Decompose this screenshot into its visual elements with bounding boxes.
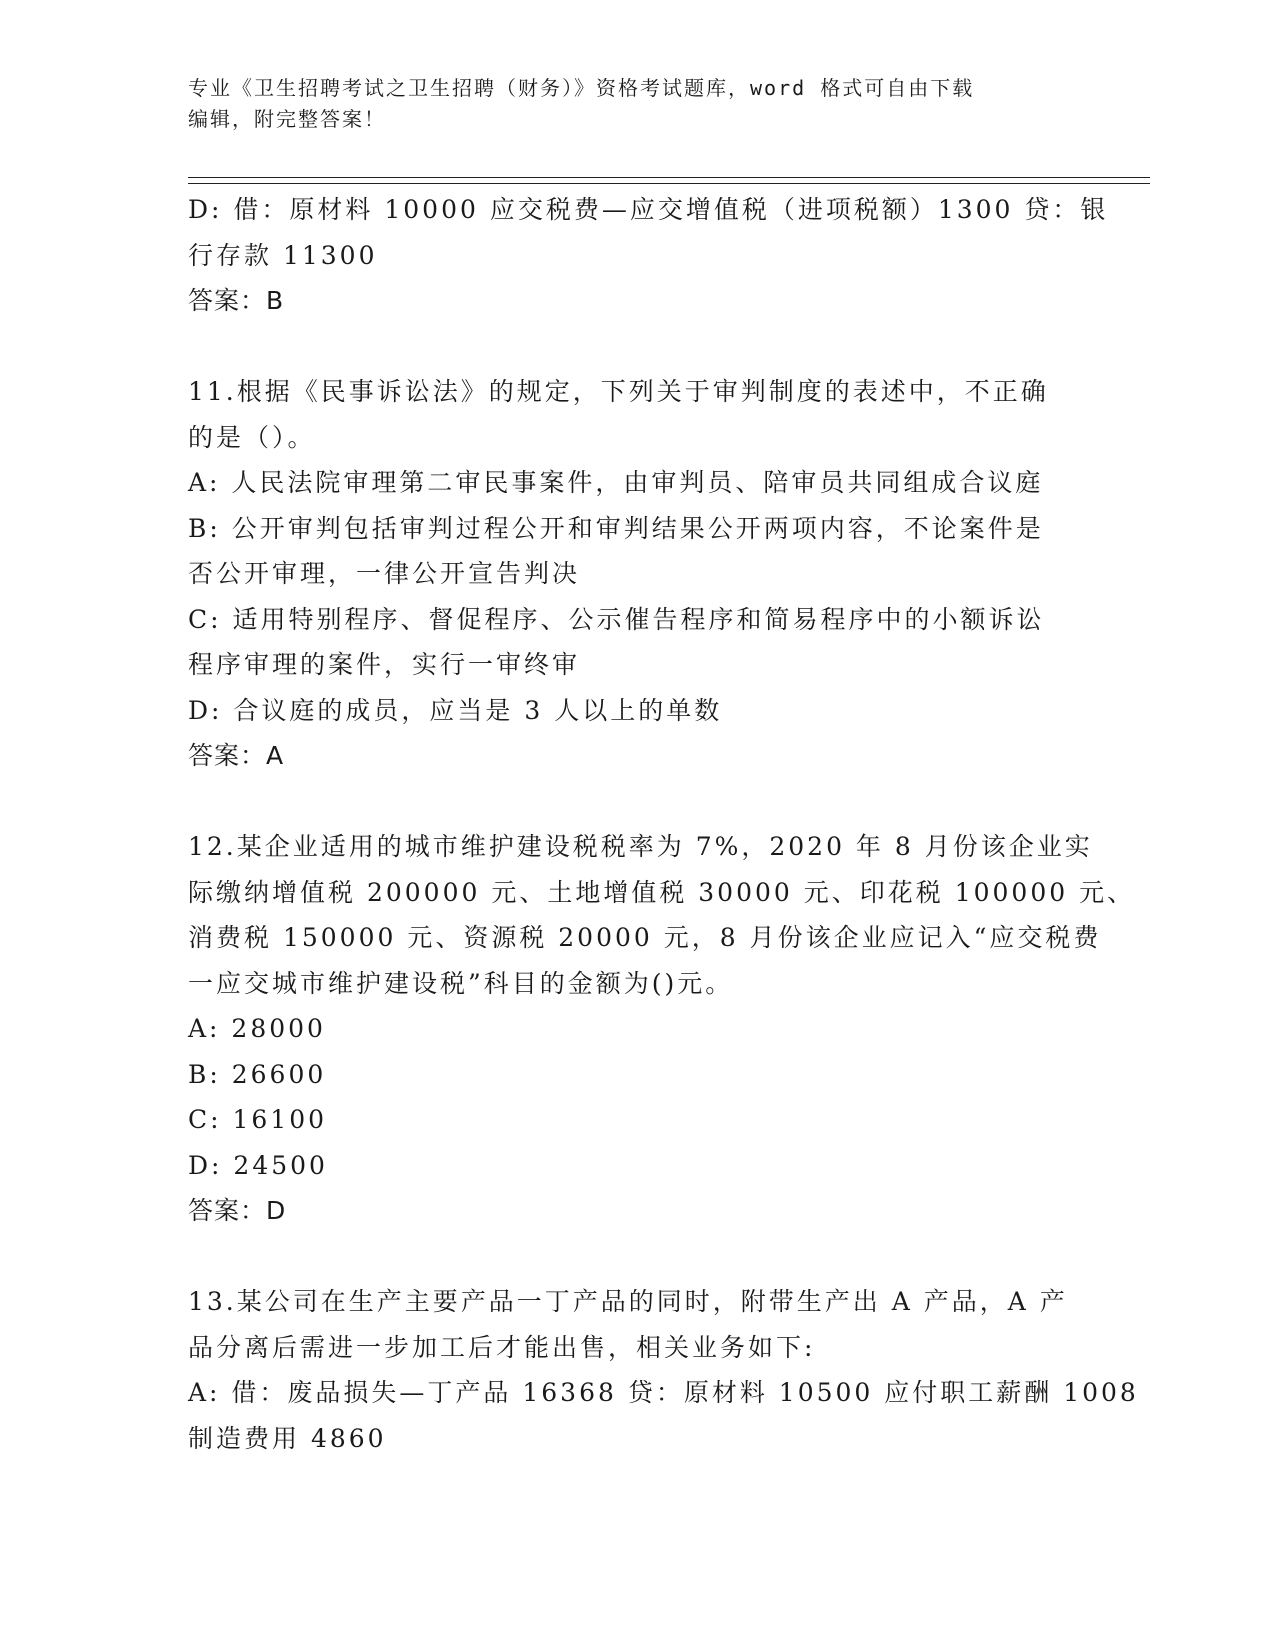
q13-option-a-line-2: 制造费用 4860 — [188, 1423, 387, 1453]
q13-option-a-line-1: A: 借：废品损失—丁产品 16368 贷：原材料 10500 应付职工薪酬 1008 — [188, 1378, 1139, 1407]
q10-option-d-line-1: D: 借：原材料 10000 应交税费—应交增值税（进项税额）1300 贷：银 — [188, 195, 1109, 224]
q12-option-d: D: 24500 — [188, 1150, 328, 1180]
q12-stem-line-4: 一应交城市维护建设税”科目的金额为()元。 — [188, 968, 734, 998]
q11-option-c-line-2: 程序审理的案件，实行一审终审 — [188, 650, 581, 679]
q12-answer: 答案：D — [188, 1196, 287, 1225]
header-line-1: 专业《卫生招聘考试之卫生招聘（财务）》资格考试题库，word 格式可自由下载 — [188, 76, 975, 100]
question-12 — [188, 824, 1136, 1234]
spacer — [188, 779, 1088, 825]
q13-stem-line-2: 品分离后需进一步加工后才能出售，相关业务如下: — [188, 1332, 816, 1362]
q12-option-b: B: 26600 — [188, 1059, 327, 1089]
header-rule-top — [188, 177, 1150, 178]
q11-option-b-line-1: B: 公开审判包括审判过程公开和审判结果公开两项内容，不论案件是 — [188, 513, 1044, 543]
q10-option-d-line-2: 行存款 11300 — [188, 240, 378, 270]
header-line-2: 编辑，附完整答案！ — [188, 107, 386, 131]
question-11 — [188, 369, 1088, 779]
question-10-tail — [188, 187, 1109, 324]
q12-option-a: A: 28000 — [188, 1014, 326, 1043]
q11-stem-line-1: 11.根据《民事诉讼法》的规定，下列关于审判制度的表述中，不正确 — [188, 377, 1049, 406]
q12-stem-line-3: 消费税 150000 元、资源税 20000 元，8 月份该企业应记入“应交税费 — [188, 923, 1102, 952]
spacer — [188, 324, 1088, 370]
header-rule-bottom — [188, 183, 1150, 184]
q10-answer: 答案：B — [188, 286, 285, 315]
q12-option-c: C: 16100 — [188, 1105, 328, 1134]
q11-option-b-line-2: 否公开审理，一律公开宣告判决 — [188, 559, 581, 588]
q11-answer: 答案：A — [188, 741, 285, 770]
q11-option-c-line-1: C: 适用特别程序、督促程序、公示催告程序和简易程序中的小额诉讼 — [188, 604, 1045, 634]
question-content — [188, 187, 1139, 1461]
q11-option-a: A: 人民法院审理第二审民事案件，由审判员、陪审员共同组成合议庭 — [188, 468, 1044, 497]
q12-stem-line-1: 12.某企业适用的城市维护建设税税率为 7%，2020 年 8 月份该企业实 — [188, 832, 1093, 861]
spacer — [188, 1234, 1088, 1280]
question-13 — [188, 1279, 1139, 1461]
q13-stem-line-1: 13.某公司在生产主要产品一丁产品的同时，附带生产出 A 产品，A 产 — [188, 1287, 1068, 1316]
q11-option-d: D: 合议庭的成员，应当是 3 人以上的单数 — [188, 695, 723, 725]
header-note — [188, 73, 1088, 135]
q11-stem-line-2: 的是（）。 — [188, 422, 316, 452]
q12-stem-line-2: 际缴纳增值税 200000 元、土地增值税 30000 元、印花税 100000 元、 — [188, 877, 1136, 907]
